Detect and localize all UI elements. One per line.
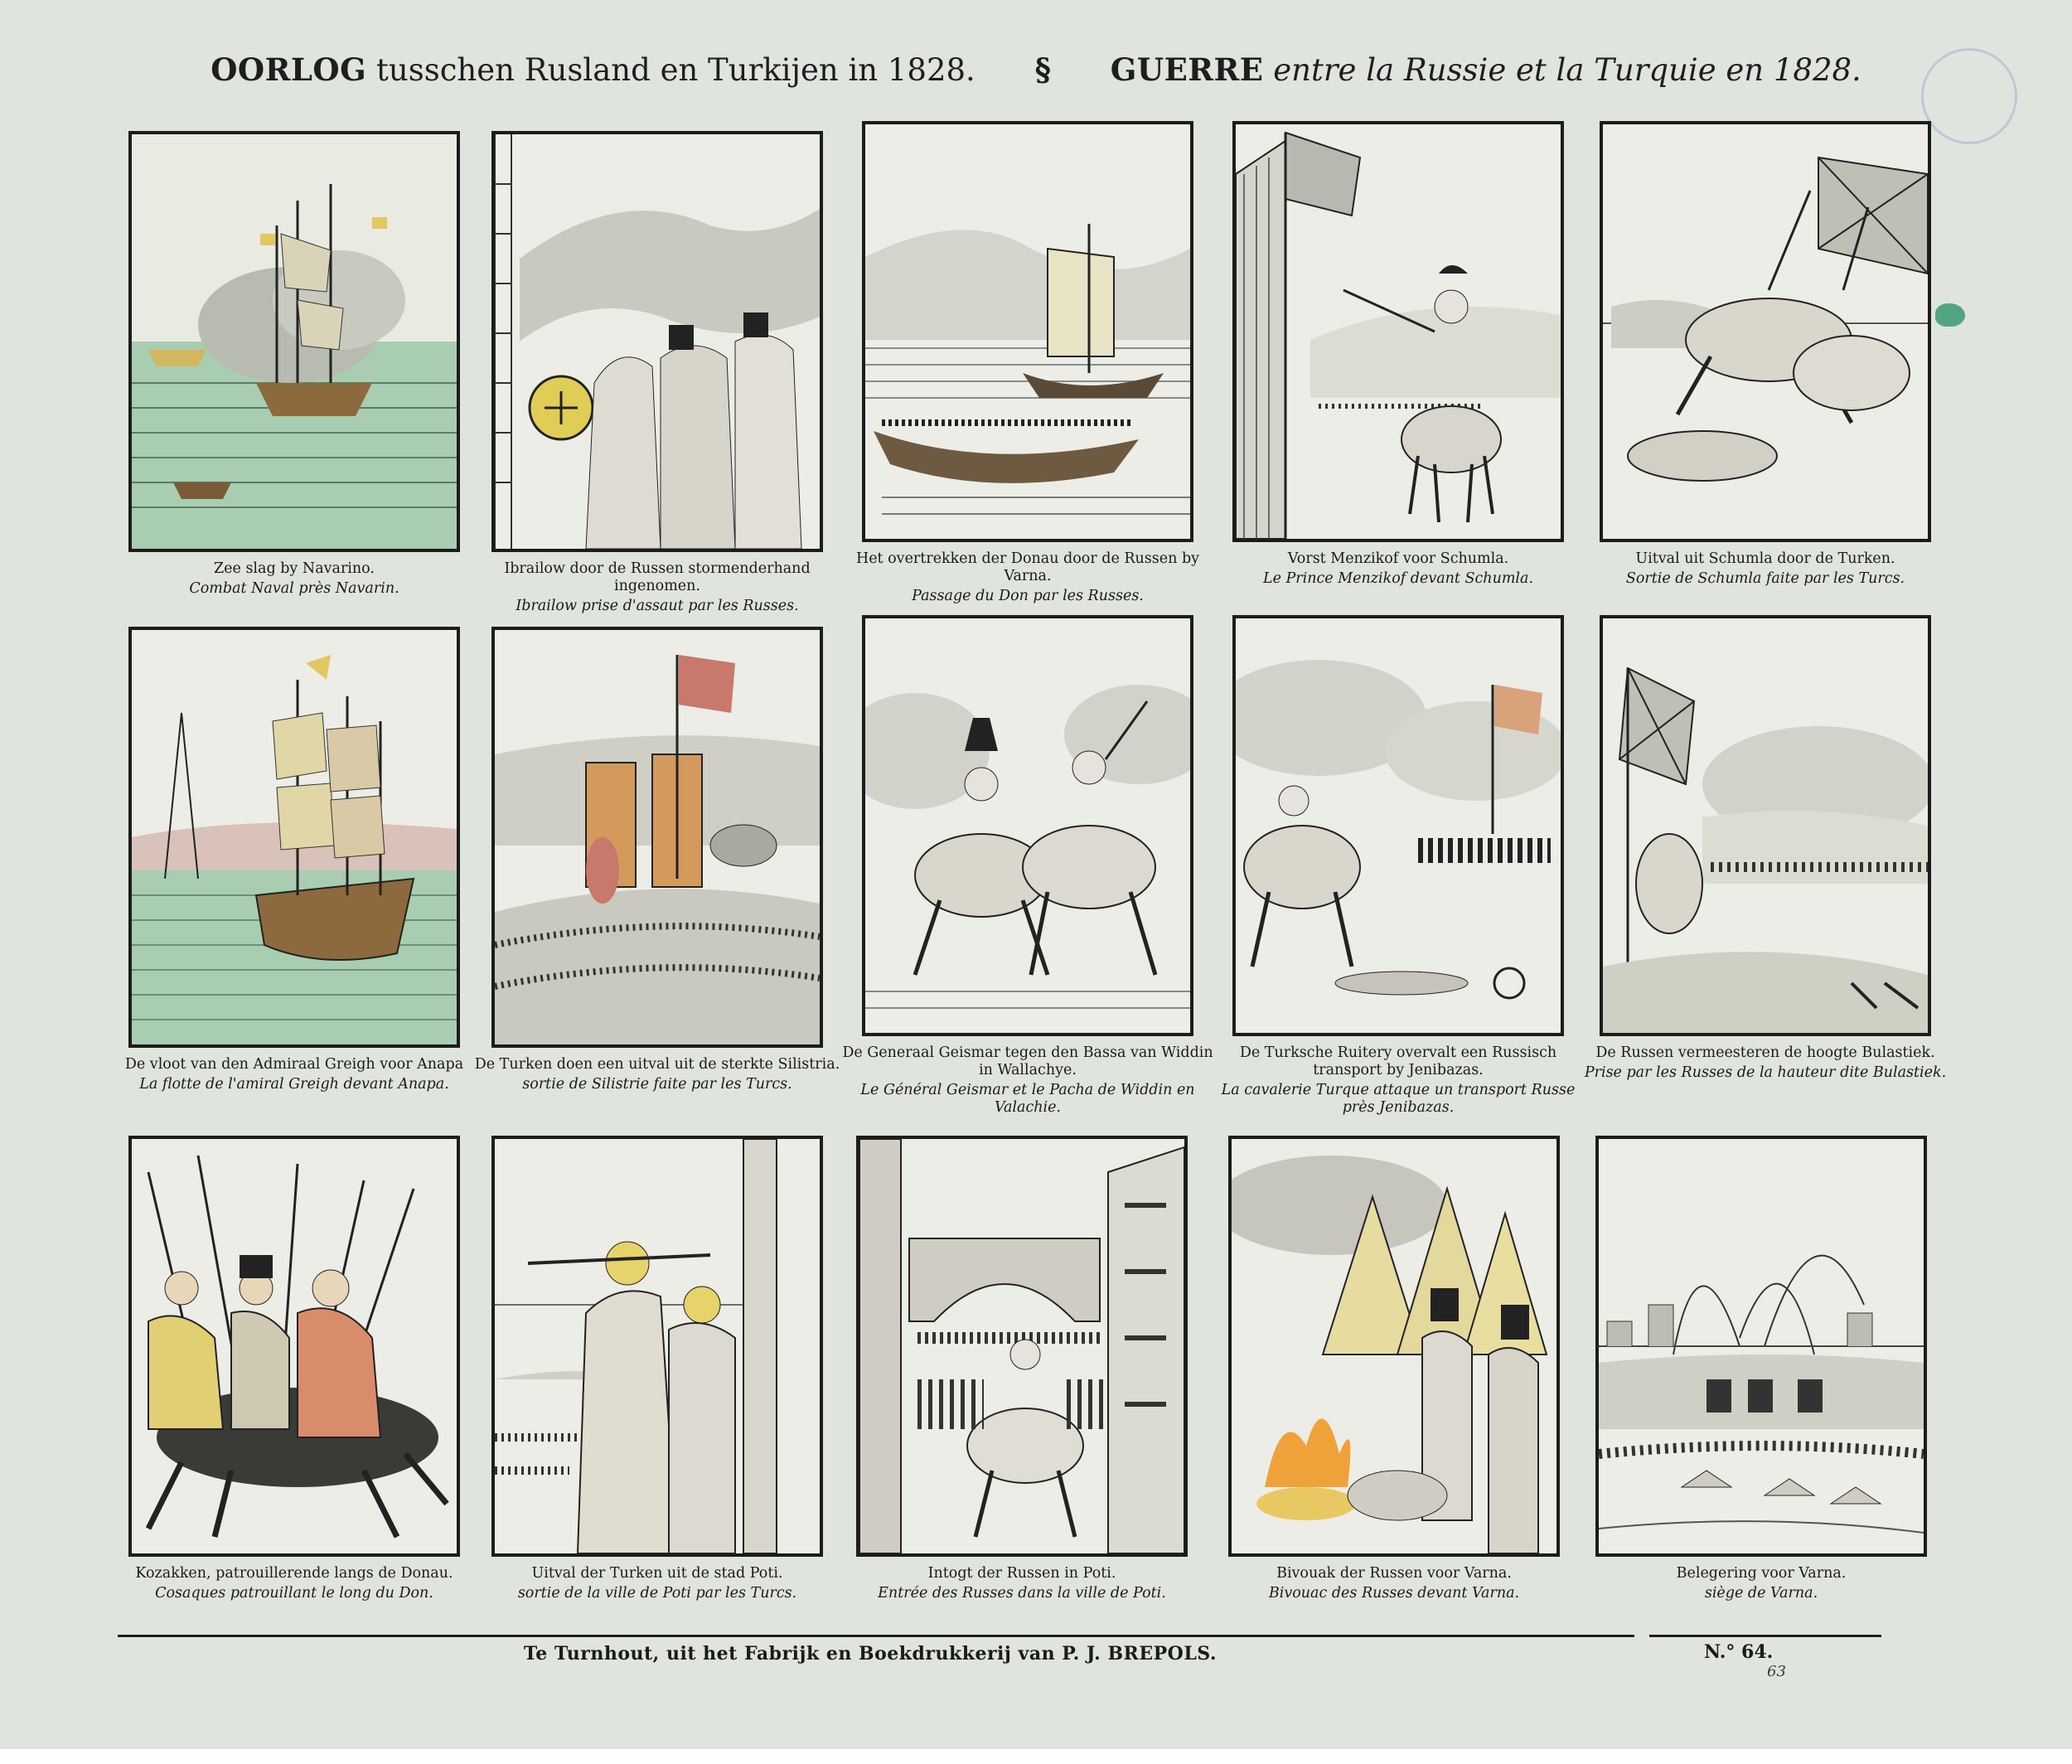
caption-dutch: Uitval uit Schumla door de Turken. xyxy=(1635,550,1895,567)
caption-french: Le Général Geismar et le Pacha de Widdin en Valachie. xyxy=(860,1082,1195,1116)
woodcut-sea-battle-icon xyxy=(128,131,460,552)
footer-rule-number xyxy=(1649,1635,1881,1637)
caption-dutch: Uitval der Turken uit de stad Poti. xyxy=(531,1565,783,1582)
caption-french: Le Prince Menzikof devant Schumla. xyxy=(1262,570,1534,587)
caption-dutch: De Turksche Ruitery overvalt een Russisch transport by Jenibazas. xyxy=(1239,1044,1557,1078)
caption-french: sortie de la ville de Poti par les Turcs. xyxy=(517,1585,797,1602)
caption-dutch: Intogt der Russen in Poti. xyxy=(927,1565,1116,1582)
caption-dutch: De Generaal Geismar tegen den Bassa van Widdin in Wallachye. xyxy=(842,1044,1213,1078)
caption-french: siège de Varna. xyxy=(1704,1585,1818,1602)
woodcut-siege-icon xyxy=(1595,1136,1927,1557)
woodcut-turkish-sortie-icon xyxy=(491,1136,823,1557)
panel-caption xyxy=(1571,1565,1952,1602)
pencil-note: 63 xyxy=(1767,1663,1786,1680)
woodcut-cossacks-icon xyxy=(128,1136,460,1557)
caption-dutch: Ibrailow door de Russen stormenderhand ingenomen. xyxy=(504,560,811,594)
caption-french: Bivouac des Russes devant Varna. xyxy=(1268,1585,1520,1602)
caption-french: La cavalerie Turque attaque un transport Russe près Jenibazas. xyxy=(1221,1082,1576,1116)
woodcut-storming-icon xyxy=(491,131,823,552)
woodcut-fleet-icon xyxy=(128,627,460,1048)
panel-caption xyxy=(467,560,848,615)
caption-dutch: Zee slag by Navarino. xyxy=(214,560,375,577)
woodcut-entry-into-city-icon xyxy=(856,1136,1188,1557)
title-fr-caps: GUERRE xyxy=(1110,51,1264,88)
panel-caption xyxy=(831,1565,1213,1602)
green-ink-stain-icon xyxy=(1935,303,1965,327)
caption-dutch: Bivouak der Russen voor Varna. xyxy=(1276,1565,1512,1582)
woodcut-river-crossing-icon xyxy=(862,121,1193,542)
caption-dutch: Vorst Menzikof voor Schumla. xyxy=(1287,550,1509,567)
caption-dutch: De Russen vermeesteren de hoogte Bulastiek. xyxy=(1595,1044,1935,1061)
caption-french: Ibrailow prise d'assaut par les Russes. xyxy=(516,598,799,614)
panel-caption xyxy=(837,1044,1218,1117)
caption-french: Passage du Don par les Russes. xyxy=(912,588,1144,604)
title-nl-rest: tusschen Rusland en Turkijen in 1828. xyxy=(376,52,975,88)
caption-french: Cosaques patrouillant le long du Don. xyxy=(155,1585,433,1602)
panel-caption xyxy=(104,1565,485,1602)
woodcut-cavalry-sortie-icon xyxy=(1600,121,1931,542)
caption-french: Prise par les Russes de la hauteur dite Bulastiek. xyxy=(1584,1064,1947,1081)
woodcut-bivouac-icon xyxy=(1228,1136,1560,1557)
caption-dutch: Het overtrekken der Donau door de Russen by Varna. xyxy=(855,550,1200,584)
panel-caption xyxy=(1208,1044,1589,1117)
caption-dutch: De vloot van den Admiraal Greigh voor Anapa xyxy=(124,1056,464,1073)
title-separator: § xyxy=(1034,51,1051,88)
panel-caption xyxy=(1208,550,1589,588)
panel-caption xyxy=(467,1565,848,1602)
panel-caption xyxy=(1575,1044,1956,1082)
woodcut-cavalry-attack-icon xyxy=(1232,615,1564,1036)
woodcut-generals-duel-icon xyxy=(862,615,1193,1036)
panel-caption xyxy=(1203,1565,1585,1602)
panel-caption xyxy=(104,1056,485,1093)
title-fr-rest: entre la Russie et la Turquie en 1828. xyxy=(1273,52,1861,88)
caption-dutch: De Turken doen een uitval uit de sterkte Silistria. xyxy=(474,1056,840,1073)
woodcut-heights-capture-icon xyxy=(1600,615,1931,1036)
caption-french: La flotte de l'amiral Greigh devant Anapa. xyxy=(139,1076,449,1093)
title-nl-caps: OORLOG xyxy=(211,51,367,88)
panel-caption xyxy=(104,560,485,598)
imprint-line: Te Turnhout, uit het Fabrijk en Boekdrukkerij van P. J. BREPOLS. xyxy=(523,1643,1218,1665)
woodcut-fortress-sortie-icon xyxy=(491,627,823,1048)
caption-french: Sortie de Schumla faite par les Turcs. xyxy=(1625,570,1905,587)
sheet-number: N.° 64. xyxy=(1704,1641,1774,1663)
caption-french: sortie de Silistrie faite par les Turcs. xyxy=(522,1076,792,1093)
woodcut-prince-on-horse-icon xyxy=(1232,121,1564,542)
caption-french: Combat Naval près Navarin. xyxy=(189,580,399,597)
caption-french: Entrée des Russes dans la ville de Poti. xyxy=(878,1585,1166,1602)
page-title xyxy=(0,51,2072,88)
caption-dutch: Kozakken, patrouillerende langs de Donau. xyxy=(135,1565,453,1582)
caption-dutch: Belegering voor Varna. xyxy=(1676,1565,1847,1582)
footer-rule xyxy=(118,1635,1634,1637)
panel-caption xyxy=(467,1056,848,1093)
panel-caption xyxy=(1575,550,1956,588)
panel-caption xyxy=(837,550,1218,605)
library-stamp-icon xyxy=(1921,48,2017,144)
